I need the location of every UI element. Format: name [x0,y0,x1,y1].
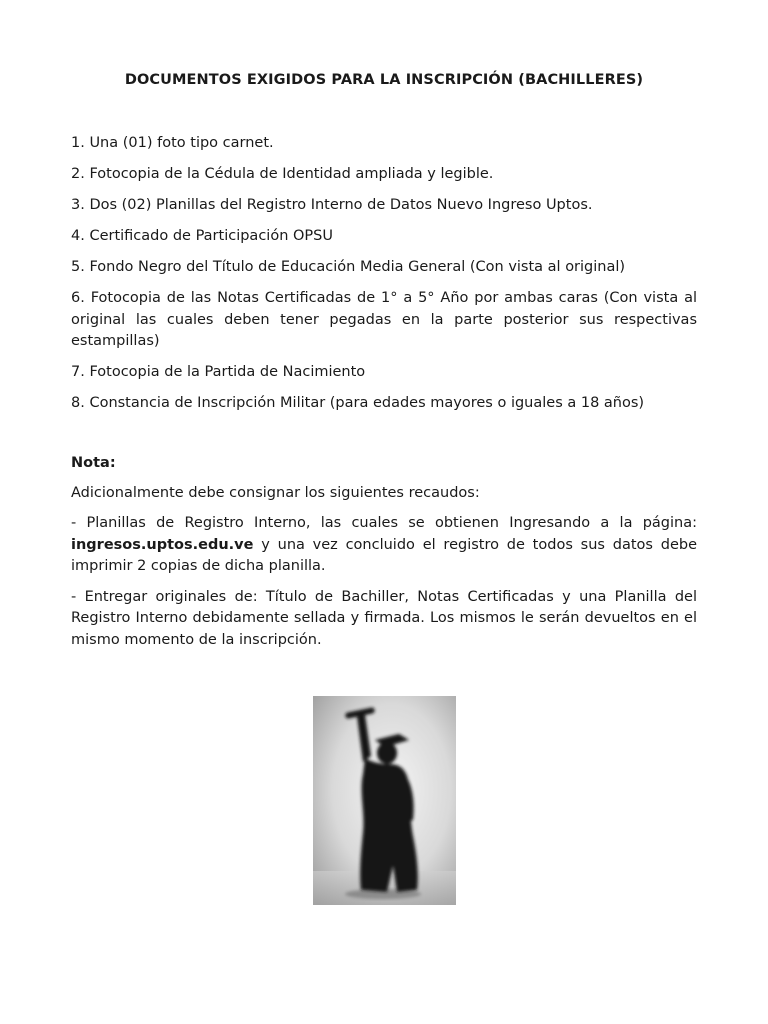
list-item: 4. Certificado de Participación OPSU [71,228,333,244]
list-item: 1. Una (01) foto tipo carnet. [71,135,274,151]
nota-item-planillas [71,513,697,578]
graduate-silhouette-icon [313,696,456,905]
website-link[interactable]: ingresos.uptos.edu.ve [71,536,254,553]
list-item: 5. Fondo Negro del Título de Educación Media General (Con vista al original) [71,259,626,275]
list-item: 8. Constancia de Inscripción Militar (para edades mayores o iguales a 18 años) [71,395,645,411]
list-item: 7. Fotocopia de la Partida de Nacimiento [71,364,366,380]
nota-item-text: y una vez concluido el registro de todos sus datos debe imprimir 2 copias de dicha planilla. [71,536,697,574]
nota-item-text: - Planillas de Registro Interno, las cuales se obtienen Ingresando a la página: [71,515,697,531]
nota-intro: Adicionalmente debe consignar los siguientes recaudos: [71,484,480,501]
document-title: DOCUMENTOS EXIGIDOS PARA LA INSCRIPCIÓN (BACHILLERES) [124,72,644,88]
requirements-list [71,133,697,424]
list-item: 2. Fotocopia de la Cédula de Identidad ampliada y legible. [71,166,494,182]
nota-section [71,453,697,660]
nota-heading: Nota: [71,455,116,471]
list-item: 3. Dos (02) Planillas del Registro Interno de Datos Nuevo Ingreso Uptos. [71,197,593,213]
nota-item-originales: - Entregar originales de: Título de Bachiller, Notas Certificadas y una Planilla del Registro Interno debidamente sellada y firmada. Los mismos le serán devueltos en el mismo momento de la inscripción. [71,588,697,648]
list-item: 6. Fotocopia de las Notas Certificadas de 1° a 5° Año por ambas caras (Con vista al original las cuales deben tener pegadas en la parte posterior sus respectivas estampillas) [71,290,697,349]
